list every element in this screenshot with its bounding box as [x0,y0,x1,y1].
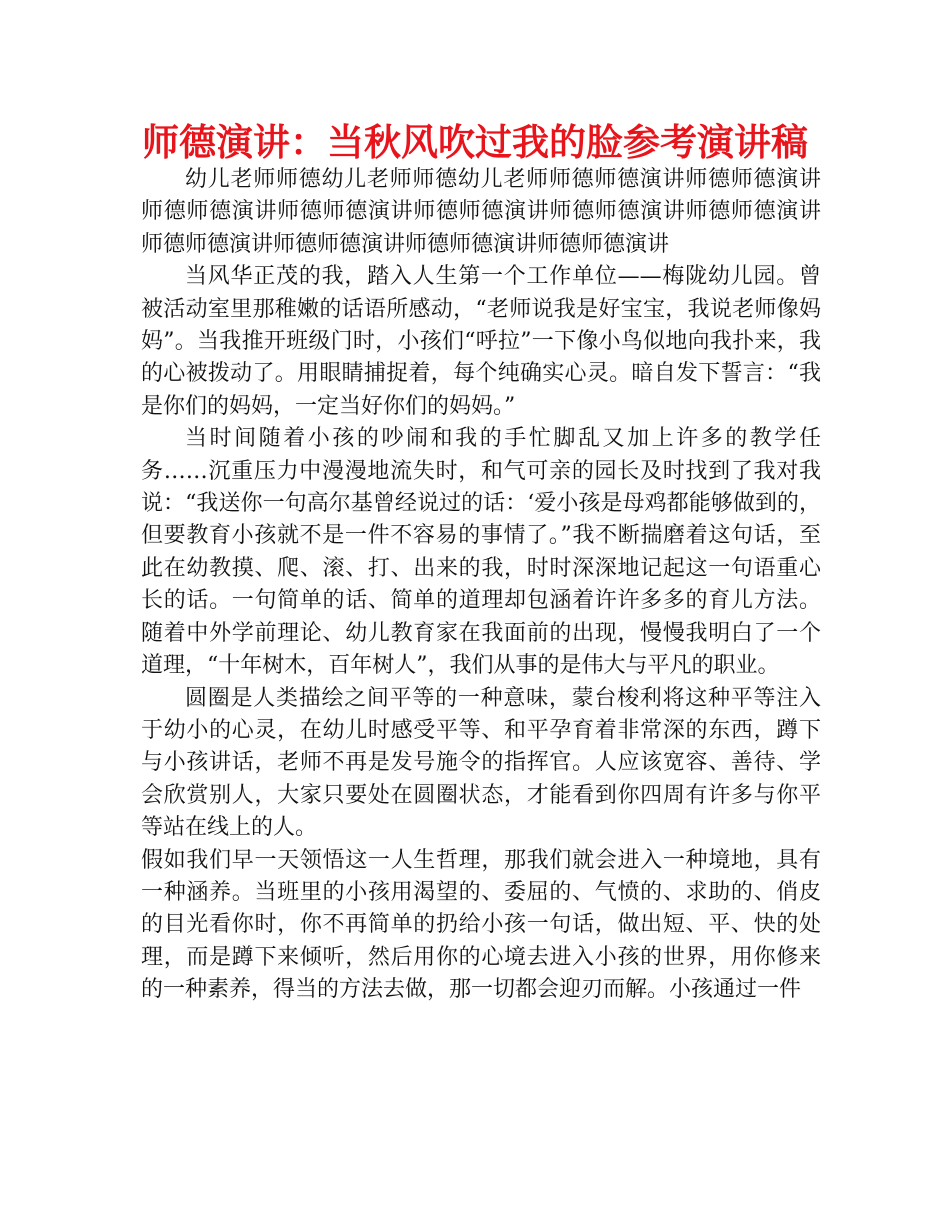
paragraph-1: 当风华正茂的我，踏入人生第一个工作单位——梅陇幼儿园。曾被活动室里那稚嫩的话语所感动，“老师说我是好宝宝，我说老师像妈妈”。当我推开班级门时，小孩们“呼拉”一下像小鸟似地向我扑来，我的心被拨动了。用眼睛捕捉着，每个纯确实心灵。暗自发下誓言：“我是你们的妈妈，一定当好你们的妈妈。” [141,264,821,419]
paragraph-keywords: 幼儿老师师德幼儿老师师德幼儿老师师德师德演讲师德师德演讲师德师德演讲师德师德演讲师德师德演讲师德师德演讲师德师德演讲师德师德演讲师德师德演讲师德师德演讲师德师德演讲 [141,167,821,257]
paragraph-3: 圆圈是人类描绘之间平等的一种意味，蒙台梭利将这种平等注入于幼小的心灵，在幼儿时感受平等、和平孕育着非常深的东西，蹲下与小孩讲话，老师不再是发号施令的指挥官。人应该宽容、善待、学会欣赏别人，大家只要处在圆圈状态，才能看到你四周有许多与你平等站在线上的人。 [141,685,821,841]
document-body [141,164,821,1007]
paragraph-2: 当时间随着小孩的吵闹和我的手忙脚乱又加上许多的教学任务……沉重压力中漫漫地流失时，和气可亲的园长及时找到了我对我说：“我送你一句高尔基曾经说过的话：‘爱小孩是母鸡都能够做到的，但要教育小孩就不是一件不容易的事情了。”我不断揣磨着这句话，至此在幼教摸、爬、滚、打、出来的我，时时深深地记起这一句语重心长的话。一句简单的话、简单的道理却包涵着许许多多的育儿方法。随着中外学前理论、幼儿教育家在我面前的出现，慢慢我明白了一个道理，“十年树木，百年树人”，我们从事的是伟大与平凡的职业。 [141,426,821,679]
document-title: 师德演讲：当秋风吹过我的脸参考演讲稿 [142,121,808,164]
paragraph-4: 假如我们早一天领悟这一人生哲理，那我们就会进入一种境地，具有一种涵养。当班里的小孩用渴望的、委屈的、气愤的、求助的、俏皮的目光看你时，你不再简单的扔给小孩一句话，做出短、平、快的处理，而是蹲下来倾听，然后用你的心境去进入小孩的世界，用你修来的一种素养，得当的方法去做，那一切都会迎刃而解。小孩通过一件 [141,847,821,1003]
